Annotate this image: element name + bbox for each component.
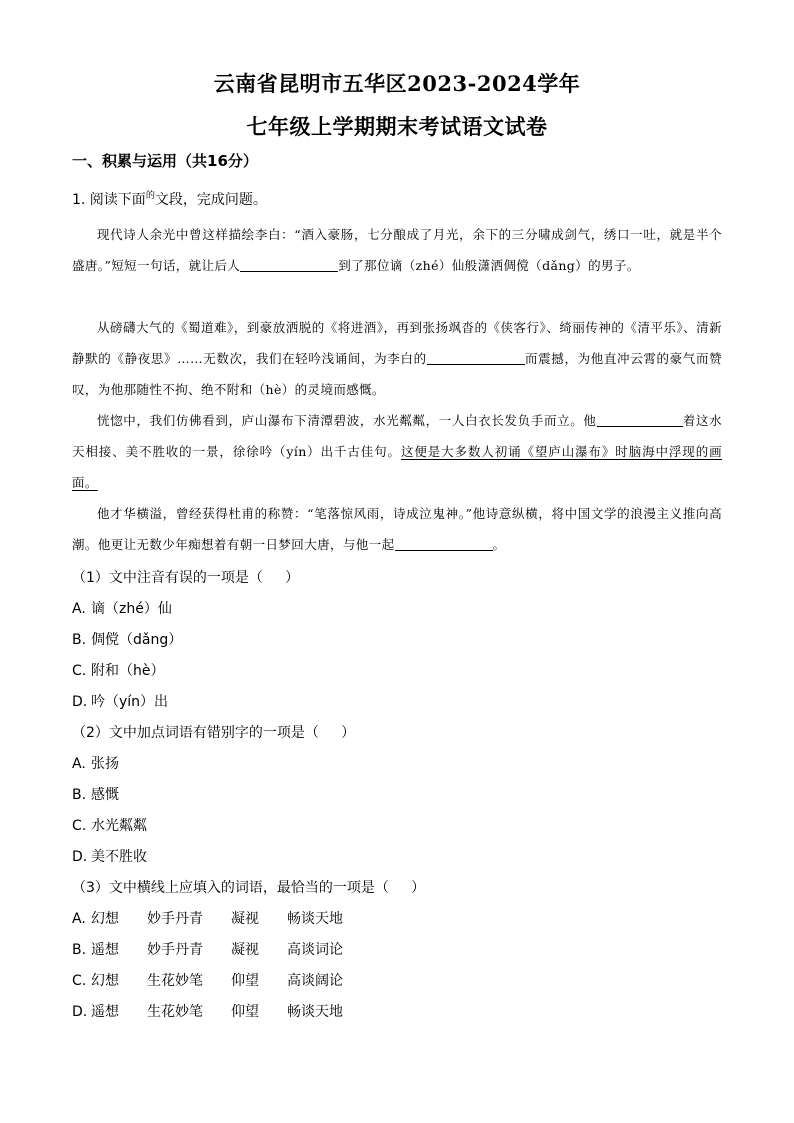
passage-p3-a: 恍惚中，我们仿佛看到，庐山瀑布下清潭碧波，水光粼粼，一人白衣长发负手而立。他 [97,413,597,428]
option-text: 谪（zhé）仙 [91,601,172,617]
option-word-3: 凝视 [231,911,259,927]
passage-p1-b: 到了那位谪（zhé）仙般潇洒倜傥（dǎng）的男子。 [338,258,640,273]
option-word-3: 仰望 [231,973,259,989]
option-letter: D. [72,849,88,865]
subquestion-2-option-a [72,753,119,773]
subquestion-3-option-b [72,939,343,959]
option-word-1: 幻想 [91,973,119,989]
option-word-2: 妙手丹青 [147,942,203,958]
option-word-1: 幻想 [91,911,119,927]
subquestion-2-option-b [72,784,119,804]
option-letter: C. [72,973,87,989]
option-text: 吟（yín）出 [91,694,169,710]
question-1-intro [72,188,267,209]
subquestion-1-option-c [72,660,165,680]
option-letter: D. [72,694,88,710]
option-word-4: 畅谈天地 [287,911,343,927]
option-text: 美不胜收 [91,849,147,865]
passage-p3-b: 着这水天相接、美不胜收的一景，徐徐吟（yín）出千古佳句。 [72,413,723,459]
fill-blank-1 [240,258,338,272]
section-heading: 一、积累与运用（共16分） [72,152,258,170]
passage-p2-b: 而震撼，为他直冲云霄的豪气而赞叹，为他那随性不拘、绝不附和（hè）的灵境而感慨。 [72,351,722,397]
subquestion-2-stem: （2）文中加点词语有错别字的一项是（ ） [72,725,356,741]
passage-p2-a: 从磅礴大气的《蜀道难》，到豪放洒脱的《将进酒》，再到张扬飒沓的《侠客行》、绮丽传神的《清平乐》、清新静默的《静夜思》……无数次，我们在轻吟浅诵间，为李白的 [72,320,722,366]
exam-title-line1: 云南省昆明市五华区2023-2024学年 [213,71,581,96]
subquestion-3-stem: （3）文中横线上应填入的词语，最恰当的一项是（ ） [72,880,426,896]
fill-blank-3 [597,413,683,427]
question-1-intro-sup: 的 [145,191,155,201]
fill-blank-2 [427,351,525,365]
fill-blank-4 [395,537,493,551]
subquestion-2-option-c [72,815,147,835]
passage-p4-b: 。 [492,537,506,552]
passage-paragraph-2 [72,312,722,405]
option-word-3: 凝视 [231,942,259,958]
option-text: 倜傥（dǎng） [91,632,183,648]
option-letter: C. [72,818,87,834]
passage-paragraph-4 [72,498,722,560]
exam-title-line2: 七年级上学期期末考试语文试卷 [246,114,548,139]
passage-p4-a: 他才华横溢，曾经获得杜甫的称赞：“笔落惊风雨，诗成泣鬼神。”他诗意纵横，将中国文学的浪漫主义推向高潮。他更让无数少年痴想着有朝一日梦回大唐，与他一起 [72,506,722,552]
option-letter: B. [72,787,87,803]
option-word-3: 仰望 [231,1004,259,1020]
subquestion-3-option-c [72,970,343,990]
underlined-sentence: 这便是大多数人初诵《望庐山瀑布》时脑海中浮现的画面。 [72,444,722,490]
option-text: 感慨 [91,787,119,803]
question-1-intro-after: 文段，完成问题。 [154,192,267,208]
option-letter: A. [72,911,86,927]
option-letter: A. [72,601,86,617]
option-letter: C. [72,663,87,679]
option-word-1: 遥想 [91,1004,119,1020]
subquestion-1-option-b [72,629,182,649]
subquestion-3-option-a [72,908,343,928]
option-word-1: 遥想 [91,942,119,958]
option-word-4: 畅谈天地 [287,1004,343,1020]
question-1-intro-before: 1. 阅读下面 [72,192,146,208]
option-letter: A. [72,756,86,772]
option-text: 水光粼粼 [91,818,147,834]
option-word-2: 妙手丹青 [147,911,203,927]
option-letter: D. [72,1004,88,1020]
option-letter: B. [72,942,87,958]
option-letter: B. [72,632,87,648]
passage-paragraph-1 [72,219,722,281]
passage-paragraph-3 [72,405,722,498]
option-word-4: 高谈阔论 [287,973,343,989]
option-text: 附和（hè） [91,663,165,679]
subquestion-1-option-a [72,598,172,618]
subquestion-2-option-d [72,846,147,866]
subquestion-3-option-d [72,1001,343,1021]
subquestion-1-option-d [72,691,168,711]
passage-p1-a: 现代诗人余光中曾这样描绘李白：“酒入豪肠，七分酿成了月光，余下的三分啸成剑气，绣口一吐，就是半个盛唐。”短短一句话，就让后人 [72,227,722,273]
option-word-2: 生花妙笔 [147,973,203,989]
option-word-2: 生花妙笔 [147,1004,203,1020]
option-text: 张扬 [91,756,119,772]
option-word-4: 高谈词论 [287,942,343,958]
subquestion-1-stem: （1）文中注音有误的一项是（ ） [72,570,300,586]
